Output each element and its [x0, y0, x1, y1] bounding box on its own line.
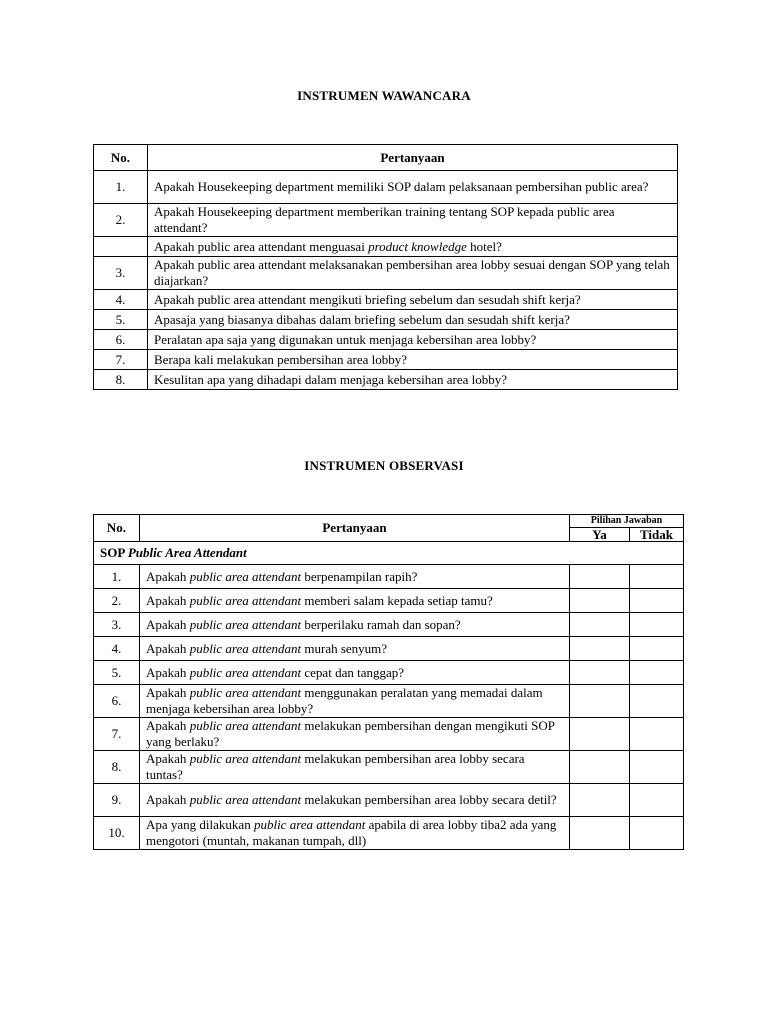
- row-number: 2.: [94, 589, 140, 613]
- answer-cell-no[interactable]: [630, 751, 684, 784]
- table-row: [94, 290, 678, 310]
- table-row: [94, 637, 684, 661]
- answer-cell-yes[interactable]: [570, 565, 630, 589]
- table-header-row: [94, 145, 678, 171]
- question-text: Peralatan apa saja yang digunakan untuk menjaga kebersihan area lobby?: [148, 330, 678, 350]
- row-number: 8.: [94, 751, 140, 784]
- column-header-answer-choice: Pilihan Jawaban: [570, 515, 684, 528]
- table-row: [94, 661, 684, 685]
- row-number: 9.: [94, 784, 140, 817]
- table-row: [94, 718, 684, 751]
- answer-cell-yes[interactable]: [570, 613, 630, 637]
- answer-cell-yes[interactable]: [570, 751, 630, 784]
- question-text: Apakah public area attendant menguasai product knowledge hotel?: [148, 237, 678, 257]
- row-number: 7.: [94, 350, 148, 370]
- question-text: Berapa kali melakukan pembersihan area lobby?: [148, 350, 678, 370]
- question-text: Apakah public area attendant memberi salam kepada setiap tamu?: [140, 589, 570, 613]
- question-text: Apakah public area attendant menggunakan peralatan yang memadai dalam menjaga kebersihan area lobby?: [140, 685, 570, 718]
- question-text: Apa yang dilakukan public area attendant apabila di area lobby tiba2 ada yang mengotori (muntah, makanan tumpah, dll): [140, 817, 570, 850]
- answer-cell-yes[interactable]: [570, 589, 630, 613]
- answer-cell-yes[interactable]: [570, 685, 630, 718]
- question-text: Apakah public area attendant melakukan pembersihan dengan mengikuti SOP yang berlaku?: [140, 718, 570, 751]
- table-row: [94, 613, 684, 637]
- row-number: 3.: [94, 257, 148, 290]
- row-number: 7.: [94, 718, 140, 751]
- table-row: [94, 310, 678, 330]
- answer-cell-no[interactable]: [630, 589, 684, 613]
- row-number: 10.: [94, 817, 140, 850]
- answer-cell-no[interactable]: [630, 637, 684, 661]
- answer-cell-no[interactable]: [630, 565, 684, 589]
- question-text: Apakah public area attendant melakukan pembersihan area lobby secara tuntas?: [140, 751, 570, 784]
- row-number: 6.: [94, 330, 148, 350]
- answer-cell-no[interactable]: [630, 784, 684, 817]
- row-number: 4.: [94, 637, 140, 661]
- question-text: Apakah public area attendant berperilaku ramah dan sopan?: [140, 613, 570, 637]
- row-number: 2.: [94, 204, 148, 237]
- row-number: 5.: [94, 310, 148, 330]
- answer-cell-no[interactable]: [630, 817, 684, 850]
- table-row: [94, 589, 684, 613]
- column-header-question: Pertanyaan: [148, 145, 678, 171]
- answer-cell-no[interactable]: [630, 685, 684, 718]
- observation-table: [93, 514, 684, 850]
- table-row: [94, 171, 678, 204]
- answer-cell-yes[interactable]: [570, 817, 630, 850]
- table-row: [94, 330, 678, 350]
- section-row: [94, 542, 684, 565]
- question-text: Apakah Housekeeping department memiliki SOP dalam pelaksanaan pembersihan public area?: [148, 171, 678, 204]
- question-text: Apakah Housekeeping department memberikan training tentang SOP kepada public area attendant?: [148, 204, 678, 237]
- column-header-no-answer: Tidak: [630, 528, 684, 542]
- column-header-question: Pertanyaan: [140, 515, 570, 542]
- observation-title: INSTRUMEN OBSERVASI: [304, 458, 464, 473]
- table-header-row: [94, 515, 684, 528]
- row-number: 1.: [94, 565, 140, 589]
- table-row: [94, 370, 678, 390]
- interview-table: [93, 144, 678, 390]
- row-number: [94, 237, 148, 257]
- table-row: [94, 257, 678, 290]
- row-number: 8.: [94, 370, 148, 390]
- table-row: [94, 784, 684, 817]
- column-header-no: No.: [94, 515, 140, 542]
- column-header-no: No.: [94, 145, 148, 171]
- answer-cell-yes[interactable]: [570, 661, 630, 685]
- table-row: [94, 685, 684, 718]
- question-text: Apakah public area attendant melakukan pembersihan area lobby secara detil?: [140, 784, 570, 817]
- column-header-yes: Ya: [570, 528, 630, 542]
- answer-cell-yes[interactable]: [570, 637, 630, 661]
- table-row: [94, 350, 678, 370]
- table-row: [94, 817, 684, 850]
- row-number: 6.: [94, 685, 140, 718]
- answer-cell-yes[interactable]: [570, 718, 630, 751]
- answer-cell-no[interactable]: [630, 613, 684, 637]
- section-heading: SOP Public Area Attendant: [94, 542, 684, 565]
- answer-cell-yes[interactable]: [570, 784, 630, 817]
- table-row: [94, 204, 678, 237]
- row-number: 4.: [94, 290, 148, 310]
- interview-title: INSTRUMEN WAWANCARA: [297, 88, 471, 103]
- answer-cell-no[interactable]: [630, 661, 684, 685]
- question-text: Apasaja yang biasanya dibahas dalam briefing sebelum dan sesudah shift kerja?: [148, 310, 678, 330]
- question-text: Kesulitan apa yang dihadapi dalam menjaga kebersihan area lobby?: [148, 370, 678, 390]
- question-text: Apakah public area attendant cepat dan tanggap?: [140, 661, 570, 685]
- row-number: 3.: [94, 613, 140, 637]
- row-number: 1.: [94, 171, 148, 204]
- table-row: [94, 751, 684, 784]
- question-text: Apakah public area attendant melaksanakan pembersihan area lobby sesuai dengan SOP yang telah diajarkan?: [148, 257, 678, 290]
- question-text: Apakah public area attendant berpenampilan rapih?: [140, 565, 570, 589]
- answer-cell-no[interactable]: [630, 718, 684, 751]
- table-row: [94, 237, 678, 257]
- table-row: [94, 565, 684, 589]
- question-text: Apakah public area attendant murah senyum?: [140, 637, 570, 661]
- question-text: Apakah public area attendant mengikuti briefing sebelum dan sesudah shift kerja?: [148, 290, 678, 310]
- row-number: 5.: [94, 661, 140, 685]
